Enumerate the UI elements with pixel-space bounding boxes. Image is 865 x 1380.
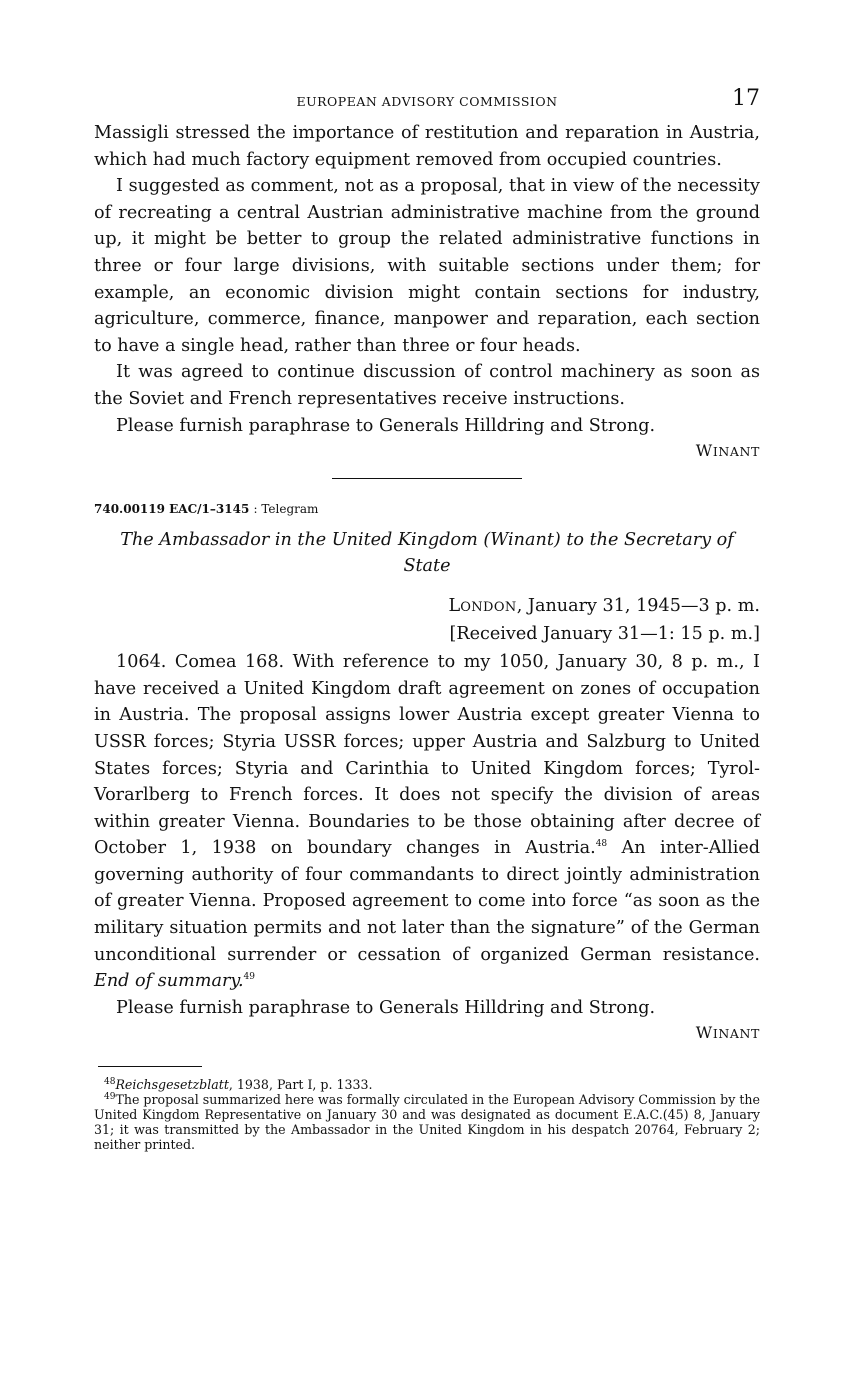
footnote-ref-49: 49 bbox=[243, 972, 255, 983]
paragraph-agreement: It was agreed to continue discussion of control machinery as soon as the Soviet and French representatives receive instructions. bbox=[94, 362, 760, 409]
dateline-received: [Received January 31—1: 15 p. m.] bbox=[449, 624, 760, 645]
footnote-48 bbox=[94, 1077, 760, 1092]
telegram-body-part2: An inter-Allied governing authority of four commandants to direct jointly administration of greater Vienna. Proposed agreement to come into force “as soon as the military situation permits and not later than the signature” of the German unconditional surrender or cessation of organized German resistance. bbox=[94, 838, 761, 965]
dateline-sent bbox=[94, 593, 760, 621]
document-title: The Ambassador in the United Kingdom (Winant) to the Secretary of State bbox=[120, 530, 734, 577]
paragraph-massigli: Massigli stressed the importance of restitution and reparation in Austria, which had much factory equipment removed from occupied countries. bbox=[94, 123, 760, 170]
footnote-49-text: The proposal summarized here was formally circulated in the European Advisory Commission by the United Kingdom Representative on January 30 and was designated as document E.A.C.(45) 8, January 31; it was transmitted by the Ambassador in the United Kingdom in his despatch 20764, February 2; neither printed. bbox=[94, 1092, 760, 1153]
paragraph-suggestion: I suggested as comment, not as a proposal, that in view of the necessity of recreating a central Austrian administrative machine from the ground up, it might be better to group the related administrative functions in three or four large divisions, with suitable sections under them; for example, an economic division might contain sections for industry, agriculture, commerce, finance, manpower and reparation, each section to have a single head, rather than three or four heads. bbox=[94, 176, 760, 356]
footnote-48-title: Reichsgesetzblatt bbox=[115, 1077, 229, 1093]
section-divider bbox=[332, 478, 522, 479]
footnote-49 bbox=[94, 1092, 760, 1152]
signature-rest: INANT bbox=[712, 1026, 760, 1042]
place-rest: ONDON bbox=[460, 600, 517, 616]
footnote-48-text: , 1938, Part I, p. 1333. bbox=[228, 1077, 373, 1093]
footnote-49-mark: 49 bbox=[104, 1092, 116, 1103]
signature-winant-2 bbox=[94, 1021, 760, 1046]
page-number: 17 bbox=[732, 86, 760, 111]
signature-winant-1 bbox=[94, 439, 760, 464]
telegram-body bbox=[94, 649, 760, 995]
file-number bbox=[94, 501, 760, 517]
file-type: : Telegram bbox=[253, 502, 319, 517]
document-page bbox=[94, 86, 760, 1152]
running-title: EUROPEAN ADVISORY COMMISSION bbox=[296, 94, 558, 109]
telegram-body-part1: 1064. Comea 168. With reference to my 1050, January 30, 8 p. m., I have received a United Kingdom draft agreement on zones of occupation in Austria. The proposal assigns lower Austria except greater Vienna to USSR forces; Styria USSR forces; upper Austria and Salzburg to United States forces; Styria and Carinthia to United Kingdom forces; Tyrol-Vorarlberg to French forces. It does not specify the division of areas within greater Vienna. Boundaries to be those obtaining after decree of October 1, 1938 on boundary changes in Austria. bbox=[94, 652, 760, 859]
file-number-id: 740.00119 EAC/1–3145 bbox=[94, 502, 250, 517]
footnote-divider bbox=[98, 1066, 202, 1067]
telegram-closing: Please furnish paraphrase to Generals Hilldring and Strong. bbox=[116, 997, 656, 1018]
running-header bbox=[94, 86, 760, 120]
signature-initial: W bbox=[695, 441, 713, 461]
place-initial: L bbox=[448, 596, 461, 617]
date-sent: , January 31, 1945—3 p. m. bbox=[516, 596, 760, 617]
paragraph-paraphrase-request: Please furnish paraphrase to Generals Hilldring and Strong. bbox=[116, 415, 656, 436]
signature-rest: INANT bbox=[712, 444, 760, 460]
signature-initial: W bbox=[695, 1023, 713, 1043]
end-of-summary: End of summary. bbox=[94, 971, 244, 992]
footnote-48-mark: 48 bbox=[104, 1077, 116, 1088]
footnote-ref-48: 48 bbox=[595, 839, 608, 850]
